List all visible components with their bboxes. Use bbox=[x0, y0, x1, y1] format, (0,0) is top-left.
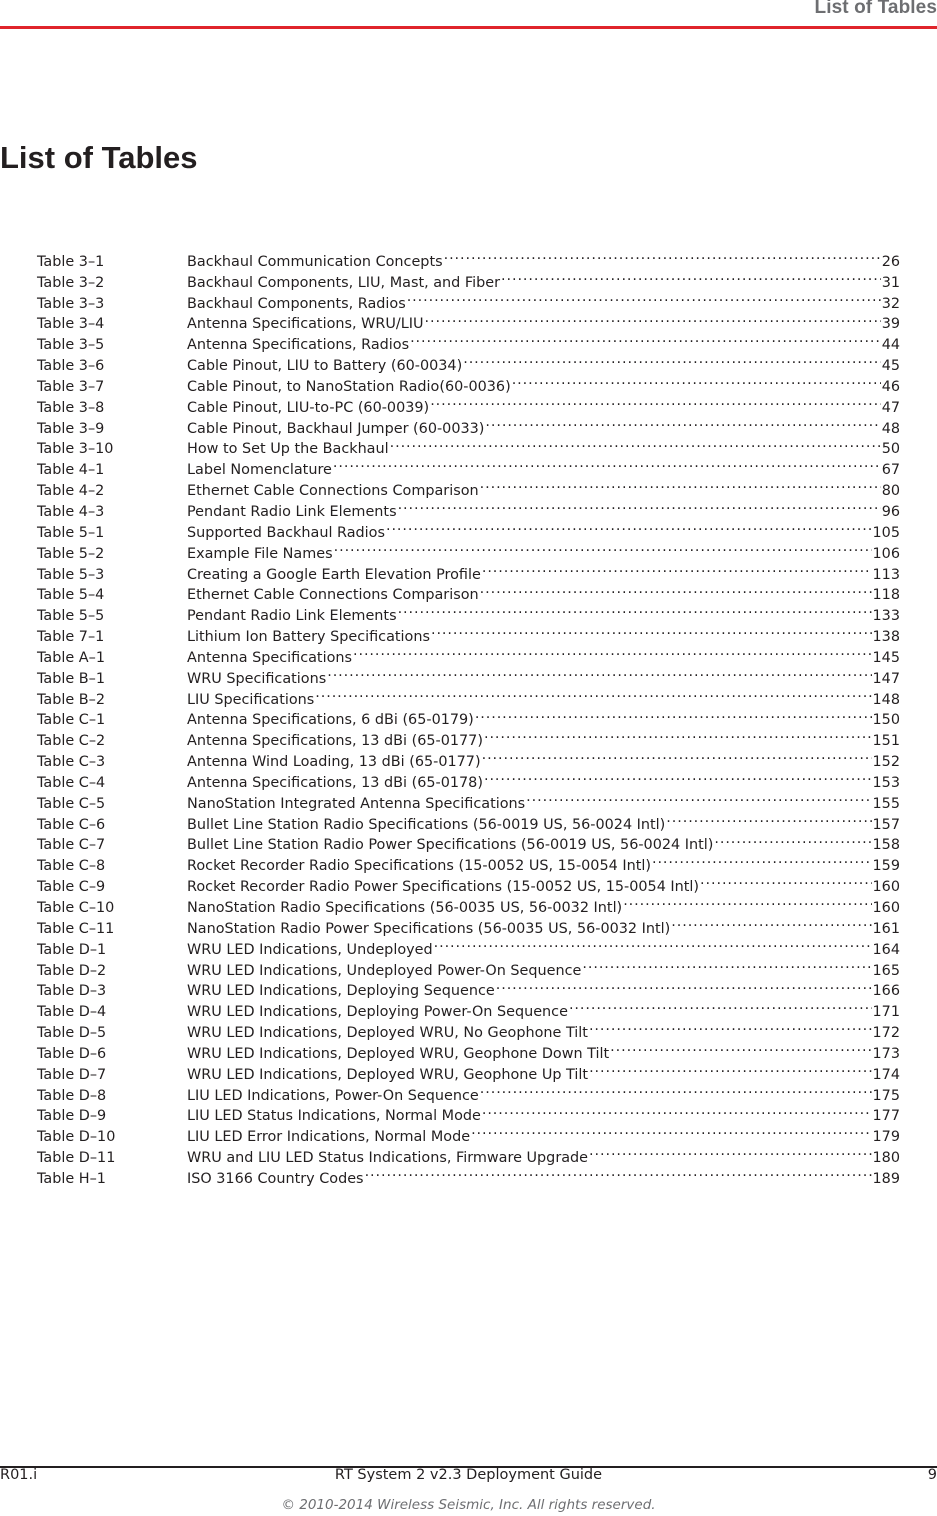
toc-entry-number: Table C–6 bbox=[37, 816, 106, 833]
dot-leader bbox=[512, 370, 881, 391]
toc-entry-page: 113 bbox=[872, 566, 900, 583]
toc-entry-number: Table D–7 bbox=[37, 1066, 107, 1083]
toc-entry-number: Table C–10 bbox=[37, 900, 115, 916]
toc-entry-page: 31 bbox=[881, 274, 900, 291]
dot-leader bbox=[671, 912, 871, 933]
dot-leader bbox=[482, 1100, 872, 1121]
toc-entry-title: Ethernet Cable Connections Comparison bbox=[187, 587, 479, 604]
dot-leader bbox=[480, 1079, 872, 1100]
dot-leader bbox=[501, 266, 881, 287]
toc-entry-page: 159 bbox=[872, 858, 900, 875]
dot-leader bbox=[485, 412, 880, 433]
toc-entry-page: 157 bbox=[872, 816, 900, 833]
toc-entry-title: How to Set Up the Backhaul bbox=[187, 441, 389, 458]
dot-leader bbox=[484, 724, 872, 745]
toc-entry-title: NanoStation Radio Specifications (56-0035 US, 56-0032 Intl) bbox=[187, 900, 623, 916]
toc-entry-title: WRU LED Indications, Deployed WRU, Geophone Up Tilt bbox=[187, 1066, 589, 1083]
toc-entry-page: 118 bbox=[872, 587, 900, 604]
toc-entry-number: Table 3–7 bbox=[37, 378, 105, 395]
toc-entry-number: Table H–1 bbox=[37, 1170, 106, 1187]
toc-entry-page: 106 bbox=[872, 545, 900, 562]
toc-entry-number: Table 4–1 bbox=[37, 462, 105, 479]
toc-entry-title: Pendant Radio Link Elements bbox=[187, 503, 397, 520]
toc-entry-page: 160 bbox=[872, 879, 900, 896]
toc-entry-title: Backhaul Communication Concepts bbox=[187, 253, 443, 270]
toc-entry-title: WRU LED Indications, Undeployed bbox=[187, 941, 433, 958]
toc-entry-title: Label Nomenclature bbox=[187, 462, 332, 479]
dot-leader bbox=[582, 954, 871, 975]
toc-entry-page: 138 bbox=[872, 629, 900, 646]
dot-leader bbox=[431, 620, 872, 641]
dot-leader bbox=[526, 787, 871, 808]
toc-entry[interactable] bbox=[37, 245, 900, 270]
toc-entry-page: 80 bbox=[881, 483, 900, 500]
copyright-notice: © 2010-2014 Wireless Seismic, Inc. All rights reserved. bbox=[281, 1497, 656, 1513]
footer-document-title: RT System 2 v2.3 Deployment Guide bbox=[334, 1467, 603, 1483]
toc-entry-page: 26 bbox=[881, 253, 900, 270]
toc-entry-page: 174 bbox=[872, 1066, 900, 1083]
dot-leader bbox=[327, 662, 871, 683]
toc-entry-number: Table 3–3 bbox=[37, 295, 105, 312]
toc-entry-page: 175 bbox=[872, 1087, 900, 1104]
toc-entry-title: WRU LED Indications, Undeployed Power-On Sequence bbox=[187, 962, 582, 979]
toc-entry-page: 46 bbox=[881, 378, 900, 395]
toc-entry-number: Table 5–4 bbox=[37, 587, 105, 604]
toc-entry-number: Table D–5 bbox=[37, 1025, 107, 1042]
dot-leader bbox=[444, 245, 881, 266]
toc-entry-title: Antenna Specifications bbox=[187, 649, 352, 666]
dot-leader bbox=[589, 1141, 871, 1162]
toc-entry-title: Antenna Specifications, 13 dBi (65-0177) bbox=[187, 733, 483, 750]
toc-entry-title: LIU Specifications bbox=[187, 691, 315, 708]
toc-entry-page: 155 bbox=[872, 795, 900, 812]
toc-entry-number: Table C–1 bbox=[37, 712, 106, 729]
toc-entry-page: 148 bbox=[872, 691, 900, 708]
toc-entry-page: 39 bbox=[881, 316, 900, 333]
toc-entry-number: Table D–1 bbox=[37, 941, 107, 958]
toc-entry-title: WRU and LIU LED Status Indications, Firmware Upgrade bbox=[187, 1150, 589, 1167]
toc-entry-title: Backhaul Components, LIU, Mast, and Fiber bbox=[187, 274, 501, 291]
toc-entry-title: Bullet Line Station Radio Specifications (56-0019 US, 56-0024 Intl) bbox=[187, 816, 666, 833]
toc-entry-page: 158 bbox=[872, 837, 900, 854]
toc-entry-number: Table D–6 bbox=[37, 1045, 107, 1062]
toc-entry-page: 179 bbox=[872, 1129, 900, 1146]
toc-entry-page: 48 bbox=[881, 420, 900, 437]
toc-entry-title: NanoStation Integrated Antenna Specifications bbox=[187, 795, 526, 812]
toc-entry-number: Table 3–2 bbox=[37, 274, 105, 291]
toc-entry-title: Antenna Specifications, 6 dBi (65-0179) bbox=[187, 712, 474, 729]
toc-entry-number: Table 4–3 bbox=[37, 503, 105, 520]
toc-entry-title: Bullet Line Station Radio Power Specifications (56-0019 US, 56-0024 Intl) bbox=[187, 837, 714, 854]
toc-entry-page: 166 bbox=[872, 983, 900, 1000]
toc-entry-number: Table 4–2 bbox=[37, 483, 105, 500]
toc-entry-number: Table D–10 bbox=[37, 1129, 116, 1146]
toc-entry-number: Table 3–6 bbox=[37, 358, 105, 375]
toc-entry-number: Table C–3 bbox=[37, 754, 106, 771]
toc-entry-number: Table C–7 bbox=[37, 837, 106, 854]
dot-leader bbox=[496, 975, 872, 996]
toc-entry-title: Lithium Ion Battery Specifications bbox=[187, 629, 430, 646]
dot-leader bbox=[589, 1058, 871, 1079]
toc-entry-number: Table A–1 bbox=[37, 649, 105, 666]
dot-leader bbox=[700, 870, 871, 891]
dot-leader bbox=[480, 474, 881, 495]
dot-leader bbox=[407, 287, 881, 308]
dot-leader bbox=[569, 995, 872, 1016]
toc-entry-number: Table 5–5 bbox=[37, 608, 105, 625]
toc-entry-page: 189 bbox=[872, 1170, 900, 1187]
dot-leader bbox=[315, 683, 871, 704]
dot-leader bbox=[425, 308, 881, 329]
toc-entry-number: Table D–3 bbox=[37, 983, 107, 1000]
toc-entry-number: Table 3–8 bbox=[37, 399, 105, 416]
toc-entry-page: 47 bbox=[881, 399, 900, 416]
toc-entry-title: Rocket Recorder Radio Power Specifications (15-0052 US, 15-0054 Intl) bbox=[187, 879, 700, 896]
dot-leader bbox=[365, 1162, 872, 1183]
toc-entry-number: Table 3–10 bbox=[37, 441, 114, 458]
dot-leader bbox=[589, 1016, 872, 1037]
toc-entry-title: LIU LED Status Indications, Normal Mode bbox=[187, 1108, 481, 1125]
toc-entry-page: 147 bbox=[872, 670, 900, 687]
toc-entry-title: Antenna Specifications, Radios bbox=[187, 337, 410, 354]
toc-entry-page: 161 bbox=[872, 920, 900, 937]
toc-entry-title: Rocket Recorder Radio Specifications (15-0052 US, 15-0054 Intl) bbox=[187, 858, 651, 875]
dot-leader bbox=[353, 641, 872, 662]
dot-leader bbox=[666, 808, 871, 829]
toc-entry-title: Cable Pinout, LIU to Battery (60-0034) bbox=[187, 358, 463, 375]
toc-entry-title: WRU LED Indications, Deployed WRU, No Geophone Tilt bbox=[187, 1025, 588, 1042]
toc-entry-number: Table D–9 bbox=[37, 1108, 107, 1125]
toc-entry-title: Pendant Radio Link Elements bbox=[187, 608, 397, 625]
toc-entry-title: Supported Backhaul Radios bbox=[187, 524, 385, 541]
toc-entry-page: 153 bbox=[872, 774, 900, 791]
toc-entry-page: 105 bbox=[872, 524, 900, 541]
toc-entry-title: Example File Names bbox=[187, 545, 333, 562]
dot-leader bbox=[475, 704, 872, 725]
footer-page-number: 9 bbox=[927, 1467, 937, 1483]
toc-entry-page: 96 bbox=[881, 503, 900, 520]
dot-leader bbox=[334, 537, 872, 558]
toc-entry-number: Table 3–5 bbox=[37, 337, 105, 354]
dot-leader bbox=[714, 829, 871, 850]
header-rule bbox=[0, 26, 937, 29]
toc-entry-page: 67 bbox=[881, 462, 900, 479]
toc-entry-number: Table C–5 bbox=[37, 795, 106, 812]
toc-entry-page: 180 bbox=[872, 1150, 900, 1167]
toc-entry-page: 173 bbox=[872, 1045, 900, 1062]
toc-entry-title: Ethernet Cable Connections Comparison bbox=[187, 483, 479, 500]
toc-entry-page: 32 bbox=[881, 295, 900, 312]
toc-entry-number: Table B–1 bbox=[37, 670, 106, 687]
toc-entry-number: Table B–2 bbox=[37, 691, 106, 708]
toc-entry-title: WRU LED Indications, Deployed WRU, Geophone Down Tilt bbox=[187, 1045, 610, 1062]
toc-entry-title: Antenna Wind Loading, 13 dBi (65-0177) bbox=[187, 754, 481, 771]
toc-entry-number: Table 5–1 bbox=[37, 524, 105, 541]
page-title: List of Tables bbox=[0, 140, 198, 175]
toc-entry-page: 172 bbox=[872, 1025, 900, 1042]
toc-entry-title: LIU LED Indications, Power-On Sequence bbox=[187, 1087, 479, 1104]
toc-entry-title: Cable Pinout, to NanoStation Radio(60-0036) bbox=[187, 378, 511, 395]
list-of-tables bbox=[37, 245, 900, 1187]
footer-revision: R01.i bbox=[0, 1467, 38, 1483]
dot-leader bbox=[386, 516, 872, 537]
toc-entry-number: Table D–11 bbox=[37, 1150, 116, 1167]
running-header-title: List of Tables bbox=[814, 0, 937, 18]
toc-entry-title: Cable Pinout, LIU-to-PC (60-0039) bbox=[187, 399, 430, 416]
dot-leader bbox=[434, 933, 872, 954]
dot-leader bbox=[398, 495, 881, 516]
dot-leader bbox=[480, 579, 872, 600]
dot-leader bbox=[471, 1120, 871, 1141]
toc-entry-number: Table 5–3 bbox=[37, 566, 105, 583]
toc-entry-page: 171 bbox=[872, 1004, 900, 1021]
toc-entry-page: 133 bbox=[872, 608, 900, 625]
toc-entry-title: Creating a Google Earth Elevation Profile bbox=[187, 566, 481, 583]
toc-entry-number: Table C–8 bbox=[37, 858, 106, 875]
toc-entry-number: Table C–4 bbox=[37, 774, 106, 791]
dot-leader bbox=[410, 328, 881, 349]
dot-leader bbox=[482, 558, 872, 579]
toc-entry-number: Table C–11 bbox=[37, 920, 115, 937]
toc-entry-title: Antenna Specifications, WRU/LIU bbox=[187, 316, 424, 333]
toc-entry-number: Table D–4 bbox=[37, 1004, 107, 1021]
toc-entry-title: Cable Pinout, Backhaul Jumper (60-0033) bbox=[187, 420, 485, 437]
toc-entry-title: NanoStation Radio Power Specifications (56-0035 US, 56-0032 Intl) bbox=[187, 920, 671, 937]
toc-entry-number: Table 3–1 bbox=[37, 253, 105, 270]
toc-entry-page: 45 bbox=[881, 358, 900, 375]
toc-entry-title: ISO 3166 Country Codes bbox=[187, 1170, 364, 1187]
toc-entry-title: WRU Specifications bbox=[187, 670, 327, 687]
dot-leader bbox=[390, 433, 881, 454]
toc-entry-title: Antenna Specifications, 13 dBi (65-0178) bbox=[187, 774, 483, 791]
toc-entry-number: Table C–9 bbox=[37, 879, 106, 896]
dot-leader bbox=[610, 1037, 871, 1058]
toc-entry-number: Table D–2 bbox=[37, 962, 107, 979]
toc-entry-page: 145 bbox=[872, 649, 900, 666]
dot-leader bbox=[463, 349, 880, 370]
dot-leader bbox=[430, 391, 881, 412]
toc-entry-page: 165 bbox=[872, 962, 900, 979]
toc-entry-title: WRU LED Indications, Deploying Sequence bbox=[187, 983, 495, 1000]
toc-entry-page: 44 bbox=[881, 337, 900, 354]
toc-entry-page: 152 bbox=[872, 754, 900, 771]
toc-entry-number: Table 3–4 bbox=[37, 316, 105, 333]
dot-leader bbox=[482, 745, 872, 766]
toc-entry-title: Backhaul Components, Radios bbox=[187, 295, 406, 312]
dot-leader bbox=[652, 849, 872, 870]
dot-leader bbox=[333, 453, 881, 474]
toc-entry-page: 164 bbox=[872, 941, 900, 958]
toc-entry-number: Table 5–2 bbox=[37, 545, 105, 562]
toc-entry-number: Table 3–9 bbox=[37, 420, 105, 437]
toc-entry-page: 150 bbox=[872, 712, 900, 729]
dot-leader bbox=[398, 599, 872, 620]
toc-entry-page: 50 bbox=[881, 441, 900, 458]
toc-entry-title: LIU LED Error Indications, Normal Mode bbox=[187, 1129, 471, 1146]
toc-entry-number: Table C–2 bbox=[37, 733, 106, 750]
toc-entry-page: 151 bbox=[872, 733, 900, 750]
toc-entry-number: Table D–8 bbox=[37, 1087, 107, 1104]
toc-entry-number: Table 7–1 bbox=[37, 629, 105, 646]
toc-entry-page: 177 bbox=[872, 1108, 900, 1125]
dot-leader bbox=[623, 891, 871, 912]
dot-leader bbox=[484, 766, 872, 787]
toc-entry-title: WRU LED Indications, Deploying Power-On Sequence bbox=[187, 1004, 568, 1021]
toc-entry-page: 160 bbox=[872, 900, 900, 916]
